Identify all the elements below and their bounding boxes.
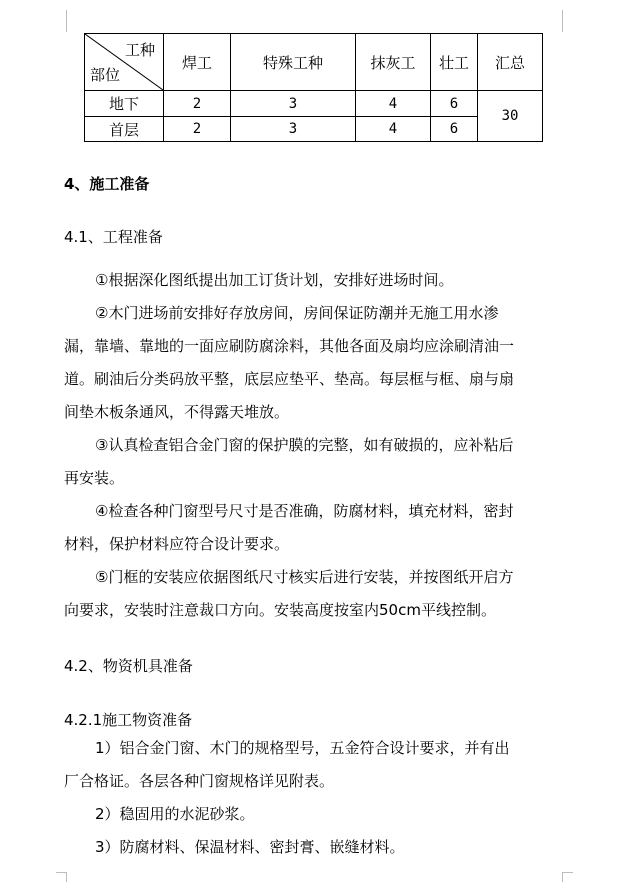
table-cell: 6 [431,91,478,117]
paragraph-line: ④检查各种门窗型号尺寸是否准确，防腐材料，填充材料，密封 [95,502,514,520]
section-4-2-1-heading: 4.2.1施工物资准备 [64,711,193,729]
column-header: 焊工 [164,34,231,91]
paragraph-line: ①根据深化图纸提出加工订货计划，安排好进场时间。 [95,271,454,289]
paragraph-line: 道。刷油后分类码放平整，底层应垫平、垫高。每层框与框、扇与扇 [64,370,515,388]
paragraph-line: 间垫木板条通风，不得露天堆放。 [64,403,290,421]
list-item: 2）稳固用的水泥砂浆。 [95,805,255,823]
list-item: 3）防腐材料、保温材料、密封膏、嵌缝材料。 [95,838,405,856]
page-corner-mark [562,10,573,32]
column-header: 特殊工种 [231,34,356,91]
paragraph-line: ③认真检查铝合金门窗的保护膜的完整，如有破损的，应补粘后 [95,436,514,454]
table-cell: 2 [164,91,231,117]
section-4-1-heading: 4.1、工程准备 [64,228,163,246]
header-location-label: 部位 [90,66,121,84]
row-label: 首层 [85,117,164,142]
paragraph-line: ⑤门框的安装应依据图纸尺寸核实后进行安装，并按图纸开启方 [95,568,514,586]
page-corner-mark [56,10,67,32]
table-cell: 3 [231,91,356,117]
section-4-2-heading: 4.2、物资机具准备 [64,657,193,675]
column-header: 壮工 [431,34,478,91]
table-cell: 2 [164,117,231,142]
crew-allocation-table [84,33,543,142]
table-row [85,91,543,117]
table-row [85,117,543,142]
row-label: 地下 [85,91,164,117]
diagonal-header-cell [85,34,164,91]
total-cell: 30 [478,91,543,142]
paragraph-line: 材料，保护材料应符合设计要求。 [64,535,290,553]
column-header: 汇总 [478,34,543,91]
header-trade-label: 工种 [124,41,155,59]
table-header-row [85,34,543,91]
list-item: 厂合格证。各层各种门窗规格详见附表。 [64,772,335,790]
list-item: 1）铝合金门窗、木门的规格型号，五金符合设计要求，并有出 [95,739,510,757]
paragraph-line: 漏，靠墙、靠地的一面应刷防腐涂料，其他各面及扇均应涂刷清油一 [64,337,515,355]
table-cell: 3 [231,117,356,142]
paragraph-line: ②木门进场前安排好存放房间，房间保证防潮并无施工用水渗 [95,304,499,322]
table-cell: 4 [356,117,431,142]
table-cell: 6 [431,117,478,142]
paragraph-line: 向要求，安装时注意裁口方向。安装高度按室内50cm平线控制。 [64,601,496,619]
section-4-heading: 4、施工准备 [64,175,150,193]
column-header: 抹灰工 [356,34,431,91]
table-cell: 4 [356,91,431,117]
paragraph-line: 再安装。 [64,469,125,487]
